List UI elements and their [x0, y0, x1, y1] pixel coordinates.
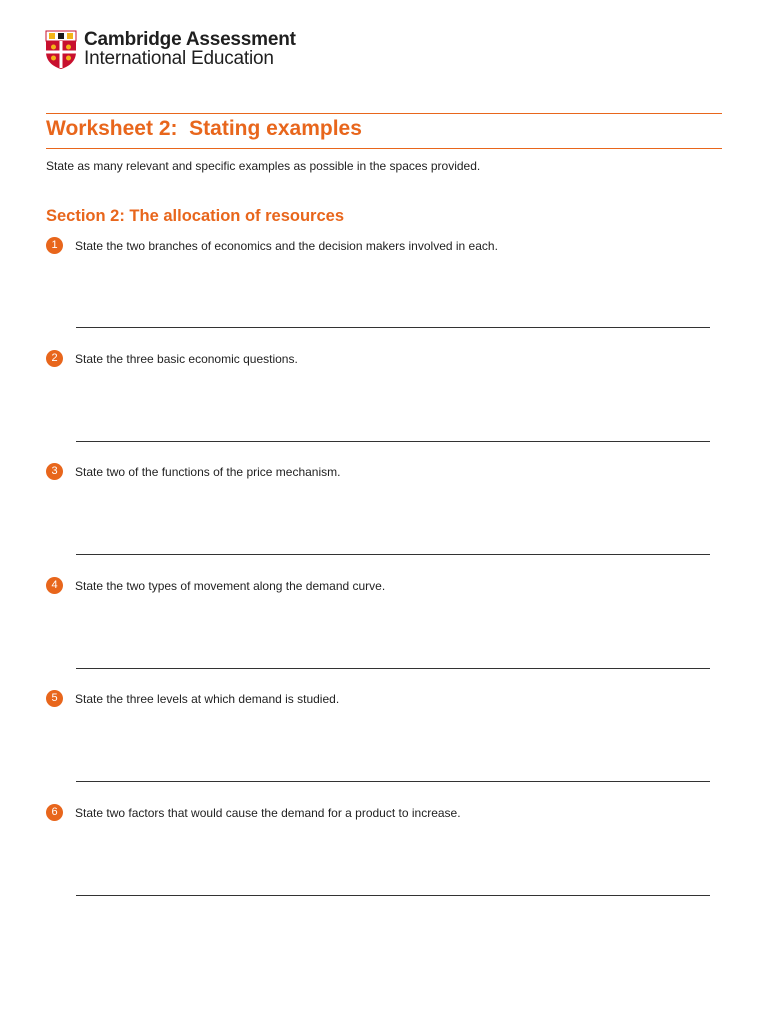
cambridge-logo: [45, 30, 296, 70]
question-text: State two factors that would cause the demand for a product to increase.: [75, 805, 461, 820]
question-4: [46, 577, 710, 594]
question-5: [46, 690, 710, 707]
answer-line[interactable]: [76, 895, 710, 896]
question-number-badge: 2: [46, 350, 63, 367]
org-name-line1: Cambridge Assessment: [84, 29, 296, 50]
question-number-badge: 6: [46, 804, 63, 821]
answer-line[interactable]: [76, 327, 710, 328]
question-text: State two of the functions of the price mechanism.: [75, 464, 341, 479]
answer-line[interactable]: [76, 441, 710, 442]
question-text: State the two types of movement along the demand curve.: [75, 578, 386, 593]
answer-line[interactable]: [76, 781, 710, 782]
question-text: State the two branches of economics and the decision makers involved in each.: [75, 238, 498, 253]
answer-line[interactable]: [76, 668, 710, 669]
title-rule-top: [46, 113, 722, 114]
question-3: [46, 463, 710, 480]
question-6: [46, 804, 710, 821]
question-number-badge: 5: [46, 690, 63, 707]
question-number-badge: 1: [46, 237, 63, 254]
worksheet-intro: State as many relevant and specific examples as possible in the spaces provided.: [46, 159, 481, 173]
section-title: Section 2: The allocation of resources: [46, 207, 344, 225]
worksheet-title: Worksheet 2: Stating examples: [46, 117, 362, 140]
answer-line[interactable]: [76, 554, 710, 555]
question-1: [46, 237, 710, 254]
org-name-line2: International Education: [84, 48, 274, 69]
question-text: State the three basic economic questions.: [75, 351, 298, 366]
question-2: [46, 350, 710, 367]
cambridge-crest-icon: [45, 30, 77, 70]
question-number-badge: 4: [46, 577, 63, 594]
title-rule-bottom: [46, 148, 722, 149]
question-number-badge: 3: [46, 463, 63, 480]
question-text: State the three levels at which demand is studied.: [75, 691, 340, 706]
